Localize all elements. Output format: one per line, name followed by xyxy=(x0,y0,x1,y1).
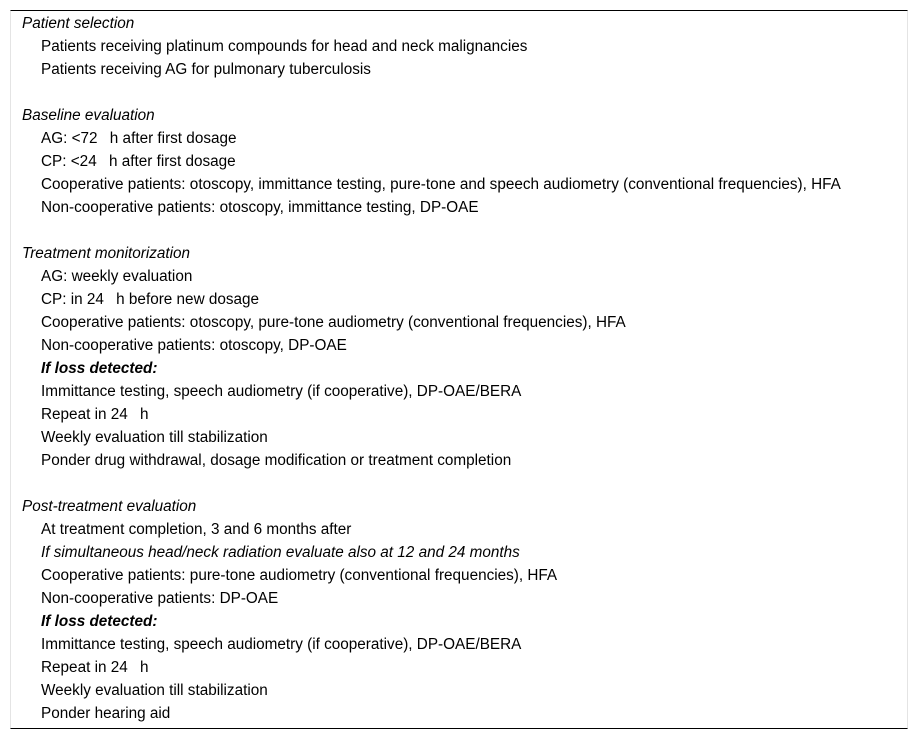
table-row: Repeat in 24 h xyxy=(41,659,149,676)
table-row: AG: <72 h after first dosage xyxy=(41,130,237,147)
table-row: Immittance testing, speech audiometry (if cooperative), DP-OAE/BERA xyxy=(41,636,522,653)
table-row: Non-cooperative patients: otoscopy, DP-OAE xyxy=(41,337,347,354)
table-row: Non-cooperative patients: DP-OAE xyxy=(41,590,279,607)
table-row: CP: <24 h after first dosage xyxy=(41,153,236,170)
table-row: Cooperative patients: otoscopy, pure-tone audiometry (conventional frequencies), HFA xyxy=(41,314,626,331)
table-row: Repeat in 24 h xyxy=(41,406,149,423)
table-row: Immittance testing, speech audiometry (if cooperative), DP-OAE/BERA xyxy=(41,383,522,400)
section-heading-patient-selection: Patient selection xyxy=(22,15,135,32)
section-heading-post-treatment-evaluation: Post-treatment evaluation xyxy=(22,498,197,515)
section-heading-baseline-evaluation: Baseline evaluation xyxy=(22,107,155,124)
table-row: Non-cooperative patients: otoscopy, immittance testing, DP-OAE xyxy=(41,199,479,216)
section-spacer xyxy=(22,219,908,242)
table-row: AG: weekly evaluation xyxy=(41,268,193,285)
section-spacer xyxy=(22,472,908,495)
table-row: Cooperative patients: pure-tone audiometry (conventional frequencies), HFA xyxy=(41,567,558,584)
table-row: At treatment completion, 3 and 6 months after xyxy=(41,521,352,538)
table-row: Weekly evaluation till stabilization xyxy=(41,682,268,699)
table-row: Patients receiving platinum compounds for head and neck malignancies xyxy=(41,38,528,55)
loss-detected-label: If loss detected: xyxy=(41,360,158,377)
table-row: CP: in 24 h before new dosage xyxy=(41,291,260,308)
table-row: Weekly evaluation till stabilization xyxy=(41,429,268,446)
table-row: Ponder hearing aid xyxy=(41,705,171,722)
loss-detected-label: If loss detected: xyxy=(41,613,158,630)
section-heading-treatment-monitorization: Treatment monitorization xyxy=(22,245,191,262)
table-row: Cooperative patients: otoscopy, immittance testing, pure-tone and speech audiometry (conventional frequencies), HFA xyxy=(41,176,841,193)
table-row: Ponder drug withdrawal, dosage modification or treatment completion xyxy=(41,452,512,469)
table-row: Patients receiving AG for pulmonary tuberculosis xyxy=(41,61,371,78)
radiation-note: If simultaneous head/neck radiation evaluate also at 12 and 24 months xyxy=(41,544,520,561)
section-spacer xyxy=(22,81,908,104)
protocol-table-content xyxy=(22,12,908,725)
